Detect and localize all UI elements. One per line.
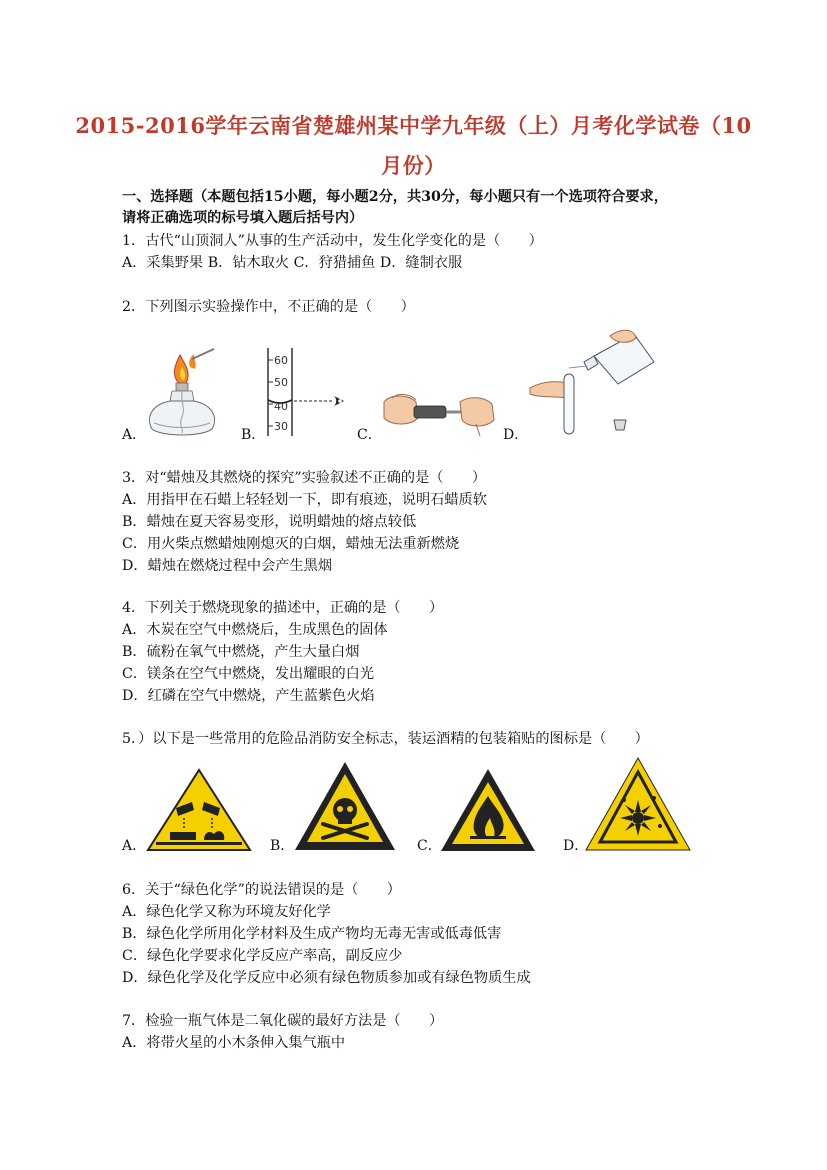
- q4-option-b: B．硫粉在氧气中燃烧，产生大量白烟: [122, 644, 360, 660]
- q5-label-d: D．: [563, 838, 589, 854]
- q3-option-a: A．用指甲在石蜡上轻轻划一下，即有痕迹，说明石蜡质软: [122, 492, 487, 508]
- explosive-sign-icon: [584, 756, 692, 852]
- cylinder-tick-50: 50: [274, 376, 288, 389]
- page-title-line-2: 月份）: [381, 153, 446, 178]
- q2-label-d: D．: [503, 427, 529, 443]
- q4-option-c: C．镁条在空气中燃烧，发出耀眼的白光: [122, 666, 375, 682]
- q6-option-c: C．绿色化学要求化学反应产率高，副反应少: [122, 948, 403, 964]
- q7-stem: 7．检验一瓶气体是二氧化碳的最好方法是（ ）: [122, 1013, 444, 1029]
- q6-option-a: A．绿色化学又称为环境友好化学: [122, 904, 331, 920]
- page-title-line-1: 2015-2016学年云南省楚雄州某中学九年级（上）月考化学试卷（10: [75, 113, 752, 138]
- graduated-cylinder-figure: [262, 348, 352, 438]
- q2-label-a: A．: [122, 427, 147, 443]
- q5-label-a: A．: [122, 838, 147, 854]
- section-heading-line-1: 一、选择题（本题包括15小题，每小题2分，共30分，每小题只有一个选项符合要求，: [122, 189, 668, 205]
- cylinder-tick-30: 30: [274, 420, 288, 433]
- q7-option-a: A．将带火星的小木条伸入集气瓶中: [122, 1035, 346, 1051]
- q3-option-c: C．用火柴点燃蜡烛刚熄灭的白烟，蜡烛无法重新燃烧: [122, 536, 460, 552]
- section-heading-line-2: 请将正确选项的标号填入题后括号内）: [122, 210, 364, 226]
- q3-option-b: B．蜡烛在夏天容易变形，说明蜡烛的熔点较低: [122, 514, 417, 530]
- q2-label-c: C．: [357, 427, 382, 443]
- alcohol-lamp-figure: [142, 345, 227, 440]
- corrosive-sign-icon: [146, 768, 252, 852]
- q6-stem: 6．关于“绿色化学”的说法错误的是（ ）: [122, 882, 401, 898]
- q6-option-d: D．绿色化学及化学反应中必须有绿色物质参加或有绿色物质生成: [122, 970, 531, 986]
- q1-options: A．采集野果 B．钻木取火 C．狩猎捕鱼 D．缝制衣服: [122, 255, 463, 271]
- pouring-liquid-figure: [524, 328, 664, 438]
- q4-stem: 4．下列关于燃烧现象的描述中，正确的是（ ）: [122, 600, 444, 616]
- q2-label-b: B．: [241, 427, 266, 443]
- cylinder-tick-60: 60: [274, 354, 288, 367]
- q3-stem: 3．对“蜡烛及其燃烧的探究”实验叙述不正确的是（ ）: [122, 470, 487, 486]
- q2-stem: 2．下列图示实验操作中，不正确的是（ ）: [122, 299, 415, 315]
- tube-stopper-figure: [380, 388, 500, 438]
- cylinder-tick-40: 40: [274, 400, 288, 413]
- flammable-sign-icon: [438, 766, 538, 854]
- q4-option-d: D．红磷在空气中燃烧，产生蓝紫色火焰: [122, 688, 375, 704]
- toxic-sign-icon: [293, 760, 397, 852]
- q5-label-b: B．: [270, 838, 295, 854]
- q4-option-a: A．木炭在空气中燃烧后，生成黑色的固体: [122, 622, 388, 638]
- q6-option-b: B．绿色化学所用化学材料及生成产物均无毒无害或低毒低害: [122, 926, 502, 942]
- q3-option-d: D．蜡烛在燃烧过程中会产生黑烟: [122, 558, 333, 574]
- q5-label-c: C．: [417, 838, 442, 854]
- q5-stem: 5．）以下是一些常用的危险品消防安全标志，装运酒精的包装箱贴的图标是（ ）: [122, 731, 649, 747]
- q1-stem: 1．古代“山顶洞人”从事的生产活动中，发生化学变化的是（ ）: [122, 233, 543, 249]
